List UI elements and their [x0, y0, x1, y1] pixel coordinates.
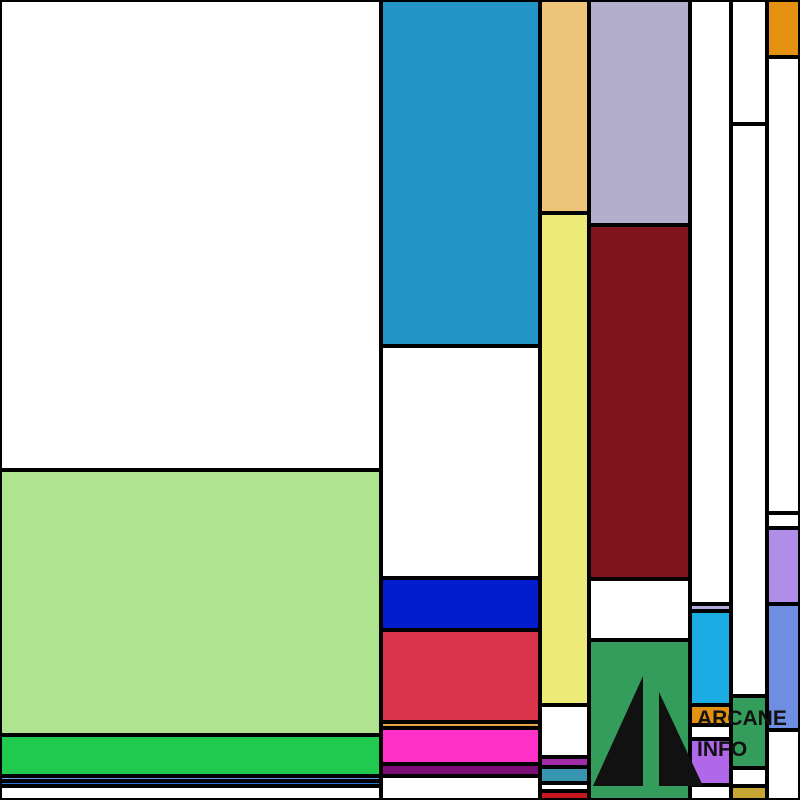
treemap-cell-4-3: [589, 579, 690, 640]
treemap-cell-5-2: [690, 604, 731, 611]
treemap-cell-1-6: [0, 786, 381, 800]
treemap-cell-3-6: [540, 783, 589, 791]
logo-text-info: INFO: [697, 738, 748, 761]
treemap-cell-1-3: [0, 735, 381, 776]
treemap-cell-2-7: [381, 764, 540, 776]
treemap-cell-7-2: [767, 57, 800, 513]
treemap-cell-3-3: [540, 705, 589, 757]
treemap-cell-7-1: [767, 0, 800, 57]
treemap-cell-3-2: [540, 213, 589, 705]
treemap-cell-4-2: [589, 225, 690, 579]
treemap-cell-1-2: [0, 470, 381, 735]
treemap-cell-1-1: [0, 0, 381, 470]
treemap-cell-3-4: [540, 757, 589, 767]
treemap-cell-6-2: [731, 124, 767, 696]
treemap-cell-4-1: [589, 0, 690, 225]
treemap-cell-3-5: [540, 767, 589, 783]
treemap-cell-7-4: [767, 528, 800, 604]
logo-text-arcane: ARCANE: [697, 707, 787, 730]
treemap-cell-2-2: [381, 346, 540, 578]
treemap-cell-2-6: [381, 728, 540, 764]
treemap-cell-2-3: [381, 578, 540, 630]
treemap-cell-7-3: [767, 513, 800, 528]
treemap-cell-2-4: [381, 630, 540, 722]
treemap-cell-5-1: [690, 0, 731, 604]
arcane-info-logo-icon: [593, 676, 793, 792]
treemap-cell-3-1: [540, 0, 589, 213]
treemap-cell-6-1: [731, 0, 767, 124]
treemap-cell-3-7: [540, 791, 589, 800]
treemap-cell-2-8: [381, 776, 540, 800]
treemap-cell-2-1: [381, 0, 540, 346]
logo-left-triangle: [593, 676, 643, 786]
